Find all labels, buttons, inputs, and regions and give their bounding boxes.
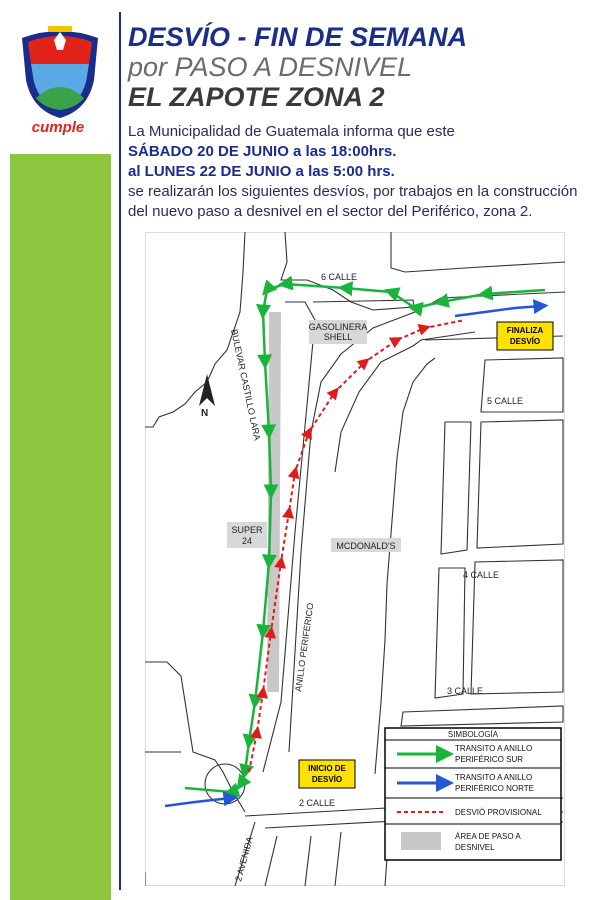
legend-item-3-line-1: DESVIÓ PROVISIONAL: [455, 808, 542, 817]
end-detour-label-1: FINALIZA: [506, 326, 544, 335]
street-periferico: ANILLO PERIFERICO: [293, 602, 316, 693]
mcdonalds-label: MCDONALD'S: [336, 541, 396, 551]
headline: [128, 22, 598, 112]
headline-line-1: DESVÍO - FIN DE SEMANA: [128, 22, 468, 52]
headline-line-2: por PASO A DESNIVEL: [128, 52, 413, 82]
announcement-body: se realizarán los siguientes desvíos, por trabajos en la construcción del nuevo paso a desnivel en el sector del Periférico, zona 2.: [128, 183, 578, 220]
start-detour-label-2: DESVÍO: [311, 775, 343, 784]
logo-slogan: cumple: [31, 119, 85, 136]
announcement-intro: La Municipalidad de Guatemala informa que este: [128, 123, 455, 140]
detour-map: [145, 232, 565, 886]
green-sidebar-bar: [10, 154, 111, 900]
legend-item-4-line-1: ÁREA DE PASO A: [455, 832, 521, 841]
gas-station-label-2: SHELL: [323, 332, 353, 342]
super24-label-1: SUPER: [231, 525, 263, 535]
vertical-divider: [119, 12, 121, 890]
date-start: SÁBADO 20 DE JUNIO: [128, 143, 289, 160]
headline-line-3: EL ZAPOTE ZONA 2: [128, 82, 385, 112]
legend-grey-swatch: [401, 832, 441, 850]
announcement-date-end: [128, 162, 600, 182]
street-6-calle: 6 CALLE: [321, 272, 358, 282]
street-2-avenida: 2 AVENIDA: [233, 835, 255, 883]
street-3-calle: 3 CALLE: [447, 686, 484, 696]
start-detour-label-1: INICIO DE: [308, 764, 346, 773]
legend-item-1-line-2: PERIFÉRICO SUR: [455, 755, 524, 764]
municipality-logo: [14, 18, 106, 136]
street-5-calle: 5 CALLE: [487, 396, 524, 406]
announcement: [128, 122, 600, 222]
time-end: a las 5:00 hrs.: [291, 163, 395, 180]
legend-item-4-line-2: DESNIVEL: [455, 843, 495, 852]
map-legend: [385, 728, 561, 860]
legend-item-2-line-2: PERIFÉRICO NORTE: [455, 784, 534, 793]
north-label: N: [201, 408, 209, 419]
legend-item-1-line-1: TRANSITO A ANILLO: [455, 744, 533, 753]
street-bulevar: BULEVAR CASTILLO LARA: [229, 328, 263, 442]
street-2-calle: 2 CALLE: [299, 798, 336, 808]
super24-label-2: 24: [241, 536, 253, 546]
legend-title: SIMBOLOGÍA: [447, 730, 499, 739]
legend-item-2-line-1: TRANSITO A ANILLO: [455, 773, 533, 782]
overpass-area: [267, 312, 281, 692]
street-4-calle: 4 CALLE: [463, 570, 500, 580]
announcement-date-start: [128, 142, 600, 162]
end-detour-label-2: DESVÍO: [509, 337, 541, 346]
gas-station-label-1: GASOLINERA: [308, 322, 368, 332]
time-start: a las 18:00hrs.: [288, 143, 397, 160]
date-end: al LUNES 22 DE JUNIO: [128, 163, 292, 180]
